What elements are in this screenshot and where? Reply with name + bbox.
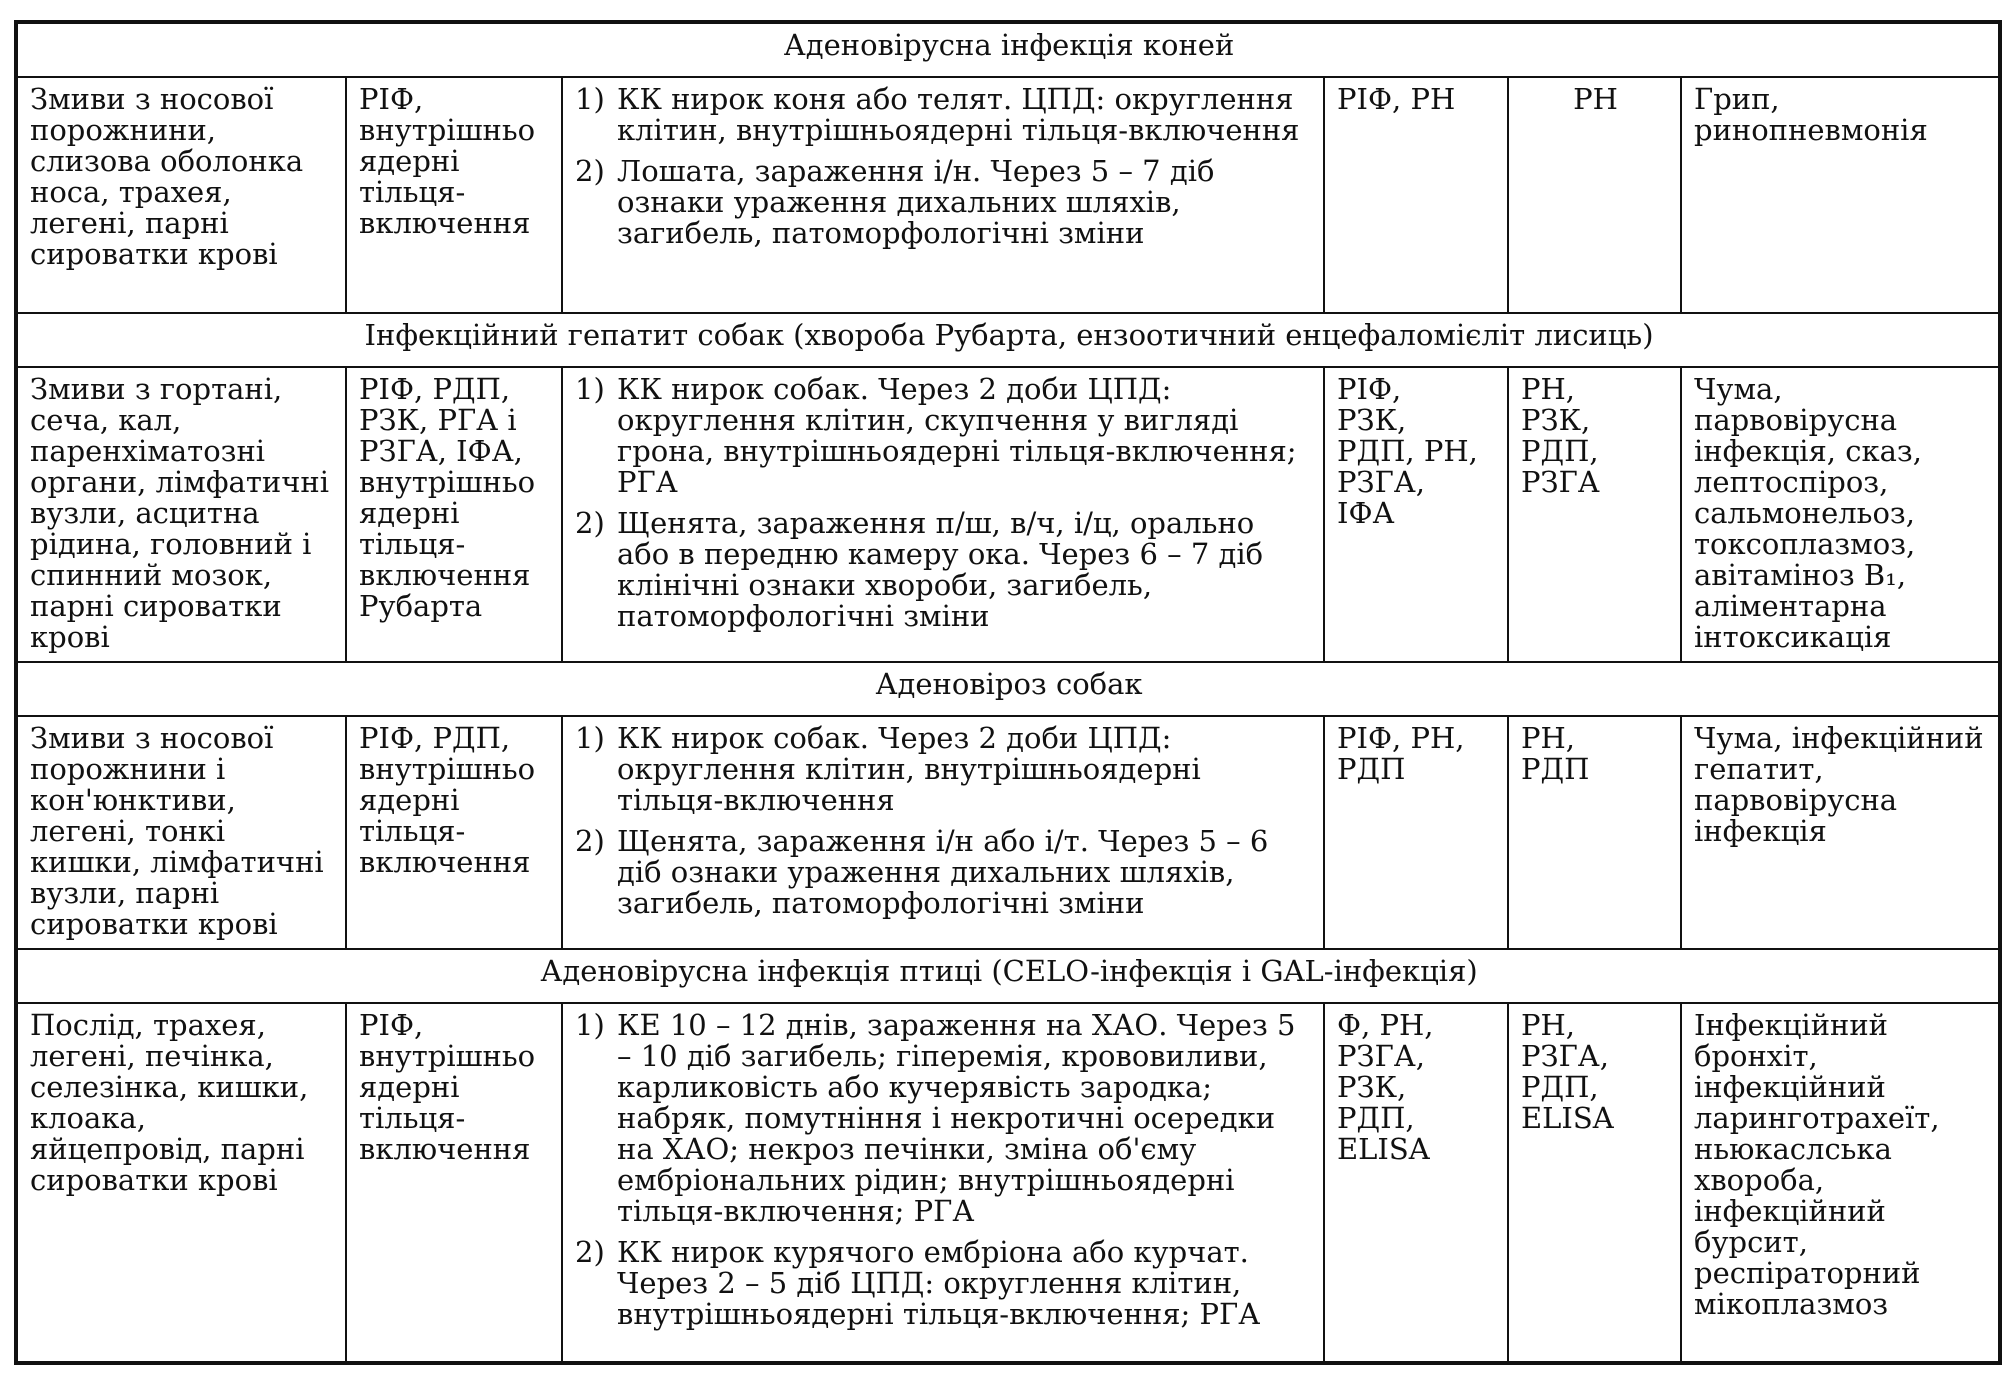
step-number: 2) bbox=[575, 1235, 605, 1269]
differential-cell: Чума, інфекційний гепатит, парвовірусна інфекція bbox=[1681, 716, 2000, 949]
table-row bbox=[16, 367, 2000, 662]
section-title: Аденовірусна інфекція коней bbox=[16, 22, 2000, 77]
section-title: Аденовіроз собак bbox=[16, 662, 2000, 716]
material-cell: Змиви з гортані, сеча, кал, паренхіматозні органи, лімфатичні вузли, асцитна рідина, головний і спинний мозок, парні сироватки крові bbox=[16, 367, 346, 662]
retrospective-cell: РН, РЗК, РДП, РЗГА bbox=[1508, 367, 1681, 662]
section-header-row bbox=[16, 662, 2000, 716]
section-header-row bbox=[16, 22, 2000, 77]
isolation-cell bbox=[562, 367, 1324, 662]
page bbox=[14, 20, 1998, 1365]
step-text: КК нирок собак. Через 2 доби ЦПД: округлення клітин, внутрішньоядерні тільця-включення bbox=[617, 721, 1201, 817]
list-item bbox=[575, 156, 1313, 249]
isolation-cell bbox=[562, 77, 1324, 313]
material-cell: Послід, трахея, легені, печінка, селезінка, кишки, клоака, яйцепровід, парні сироватки крові bbox=[16, 1003, 346, 1363]
isolation-cell bbox=[562, 716, 1324, 949]
identification-cell: РІФ, РЗК, РДП, РН, РЗГА, ІФА bbox=[1324, 367, 1508, 662]
step-text: КК нирок коня або телят. ЦПД: округлення клітин, внутрішньоядерні тільця-включення bbox=[617, 82, 1300, 147]
step-number: 2) bbox=[575, 154, 605, 188]
section-header-row bbox=[16, 313, 2000, 367]
step-text: КЕ 10 – 12 днів, зараження на ХАО. Через 5 – 10 діб загибель; гіперемія, крововиливи, карликовість або кучерявість зародка; набряк, помутніння і некротичні осередки на ХАО; некроз печінки, зміна об'єму ембріональних рідин; внутрішньоядерні тільця-включення; РГА bbox=[617, 1008, 1296, 1228]
list-item bbox=[575, 1010, 1313, 1227]
table-row bbox=[16, 716, 2000, 949]
table-row bbox=[16, 1003, 2000, 1363]
express-cell: РІФ, РДП, РЗК, РГА і РЗГА, ІФА, внутрішньоядерні тільця-включення Рубарта bbox=[346, 367, 562, 662]
section-header-row bbox=[16, 949, 2000, 1003]
step-number: 2) bbox=[575, 824, 605, 858]
step-number: 1) bbox=[575, 372, 605, 406]
step-text: КК нирок курячого ембріона або курчат. Через 2 – 5 діб ЦПД: округлення клітин, внутрішньоядерні тільця-включення; РГА bbox=[617, 1235, 1261, 1331]
list-item bbox=[575, 1237, 1313, 1330]
identification-cell: Ф, РН, РЗГА, РЗК, РДП, ELISA bbox=[1324, 1003, 1508, 1363]
list-item bbox=[575, 723, 1313, 816]
table-row bbox=[16, 77, 2000, 313]
section-title: Аденовірусна інфекція птиці (CELO-інфекція і GAL-інфекція) bbox=[16, 949, 2000, 1003]
express-cell: РІФ, РДП, внутрішньоядерні тільця-включення bbox=[346, 716, 562, 949]
list-item bbox=[575, 374, 1313, 498]
isolation-cell bbox=[562, 1003, 1324, 1363]
material-cell: Змиви з носової порожнини, слизова оболонка носа, трахея, легені, парні сироватки крові bbox=[16, 77, 346, 313]
diagnostics-table bbox=[14, 20, 2002, 1365]
list-item bbox=[575, 84, 1313, 146]
identification-cell: РІФ, РН bbox=[1324, 77, 1508, 313]
express-cell: РІФ, внутрішньоядерні тільця-включення bbox=[346, 77, 562, 313]
step-text: КК нирок собак. Через 2 доби ЦПД: округлення клітин, скупчення у вигляді грона, внутрішньоядерні тільця-включення; РГА bbox=[617, 372, 1297, 499]
identification-cell: РІФ, РН, РДП bbox=[1324, 716, 1508, 949]
list-item bbox=[575, 826, 1313, 919]
step-number: 1) bbox=[575, 721, 605, 755]
section-title: Інфекційний гепатит собак (хвороба Рубарта, ензоотичний енцефаломієліт лисиць) bbox=[16, 313, 2000, 367]
express-cell: РІФ, внутрішньоядерні тільця-включення bbox=[346, 1003, 562, 1363]
differential-cell: Грип, ринопневмонія bbox=[1681, 77, 2000, 313]
differential-cell: Чума, парвовірусна інфекція, сказ, лептоспіроз, сальмонельоз, токсоплазмоз, авітаміноз В₁, аліментарна інтоксикація bbox=[1681, 367, 2000, 662]
step-number: 2) bbox=[575, 506, 605, 540]
step-text: Щенята, зараження п/ш, в/ч, і/ц, орально або в передню камеру ока. Через 6 – 7 діб клінічні ознаки хвороби, загибель, патоморфологічні зміни bbox=[617, 506, 1264, 633]
list-item bbox=[575, 508, 1313, 632]
step-text: Лошата, зараження і/н. Через 5 – 7 діб ознаки ураження дихальних шляхів, загибель, патоморфологічні зміни bbox=[617, 154, 1215, 250]
step-number: 1) bbox=[575, 82, 605, 116]
retrospective-cell: РН, РЗГА, РДП, ELISA bbox=[1508, 1003, 1681, 1363]
retrospective-cell: РН, РДП bbox=[1508, 716, 1681, 949]
material-cell: Змиви з носової порожнини і кон'юнктиви, легені, тонкі кишки, лімфатичні вузли, парні сироватки крові bbox=[16, 716, 346, 949]
retrospective-cell: РН bbox=[1508, 77, 1681, 313]
step-number: 1) bbox=[575, 1008, 605, 1042]
step-text: Щенята, зараження і/н або і/т. Через 5 – 6 діб ознаки ураження дихальних шляхів, загибель, патоморфологічні зміни bbox=[617, 824, 1269, 920]
differential-cell: Інфекційний бронхіт, інфекційний ларинготрахеїт, ньюкаслська хвороба, інфекційний бурсит, респіраторний мікоплазмоз bbox=[1681, 1003, 2000, 1363]
